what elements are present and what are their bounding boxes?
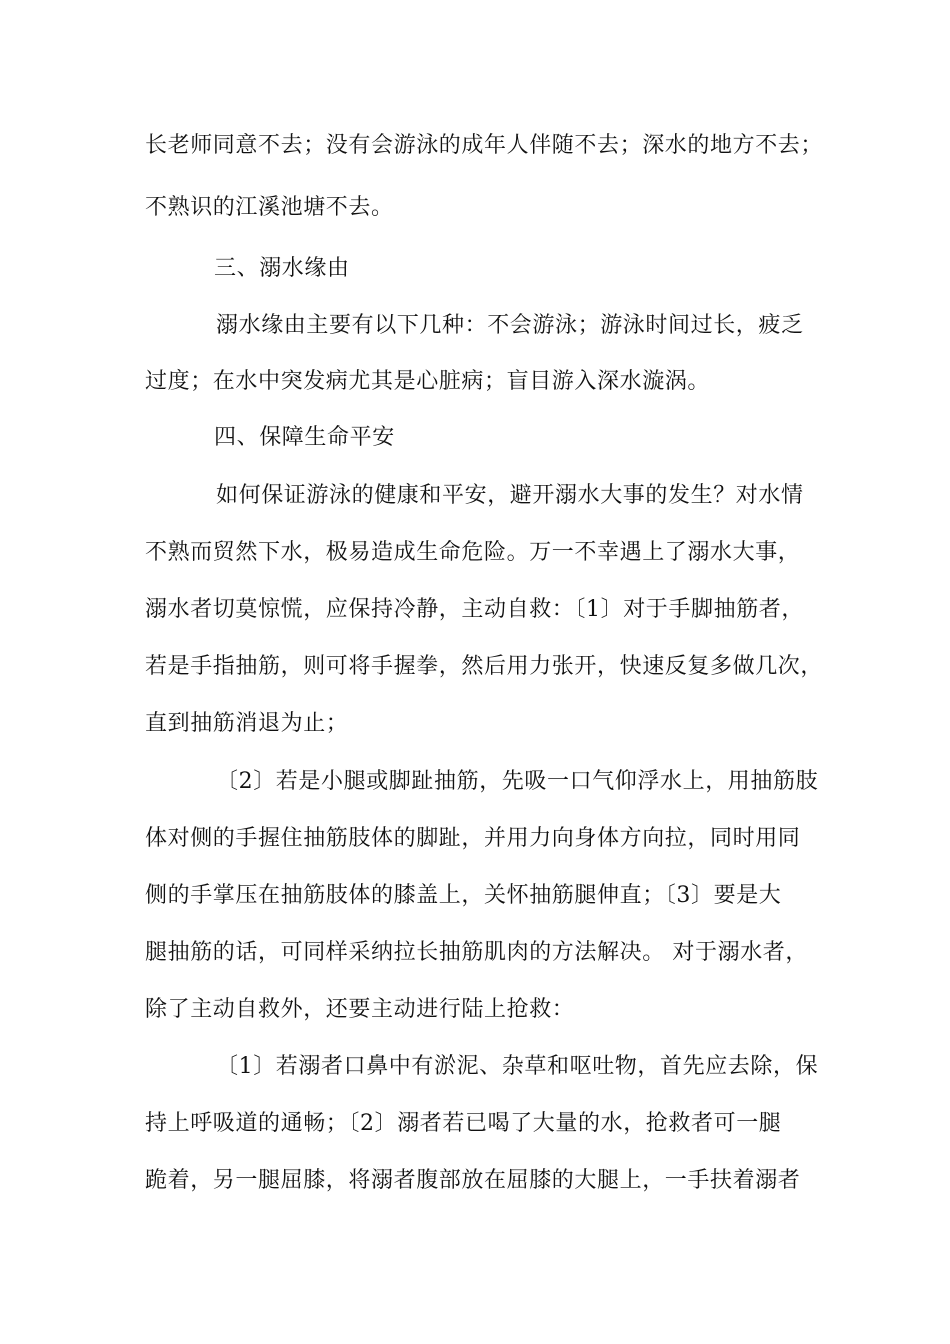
text-line: 体对侧的手握住抽筋肢体的脚趾，并用力向身体方向拉，同时用同: [145, 826, 801, 851]
text-line: 除了主动自救外，还要主动进行陆上抢救：: [145, 997, 575, 1022]
text-line: 若是手指抽筋，则可将手握拳，然后用力张开，快速反复多做几次，: [145, 654, 824, 679]
text-line: 侧的手掌压在抽筋肢体的膝盖上，关怀抽筋腿伸直；〔3〕要是大: [145, 883, 782, 908]
text-line: 如何保证游泳的健康和平安，避开溺水大事的发生？对水情: [216, 483, 804, 508]
section-heading: 四、保障生命平安: [214, 425, 395, 450]
text-line: 过度；在水中突发病尤其是心脏病；盲目游入深水漩涡。: [145, 369, 711, 394]
text-line: 腿抽筋的话，可同样采纳拉长抽筋肌肉的方法解决。 对于溺水者，: [145, 940, 808, 965]
text-line: 不熟而贸然下水，极易造成生命危险。万一不幸遇上了溺水大事，: [145, 540, 801, 565]
text-line: 〔1〕若溺者口鼻中有淤泥、杂草和呕吐物，首先应去除，保: [216, 1054, 819, 1079]
section-heading: 三、溺水缘由: [214, 256, 350, 281]
text-line: 溺水缘由主要有以下几种：不会游泳；游泳时间过长，疲乏: [216, 313, 804, 338]
text-line: 〔2〕若是小腿或脚趾抽筋，先吸一口气仰浮水上，用抽筋肢: [216, 769, 819, 794]
text-line: 直到抽筋消退为止；: [145, 711, 349, 736]
text-line: 溺水者切莫惊慌，应保持冷静，主动自救：〔1〕对于手脚抽筋者，: [145, 597, 804, 622]
text-line: 长老师同意不去；没有会游泳的成年人伴随不去；深水的地方不去；: [145, 133, 824, 158]
text-line: 持上呼吸道的通畅；〔2〕溺者若已喝了大量的水，抢救者可一腿: [145, 1111, 782, 1136]
text-line: 不熟识的江溪池塘不去。: [145, 195, 394, 220]
text-line: 跪着，另一腿屈膝，将溺者腹部放在屈膝的大腿上，一手扶着溺者: [145, 1168, 801, 1193]
